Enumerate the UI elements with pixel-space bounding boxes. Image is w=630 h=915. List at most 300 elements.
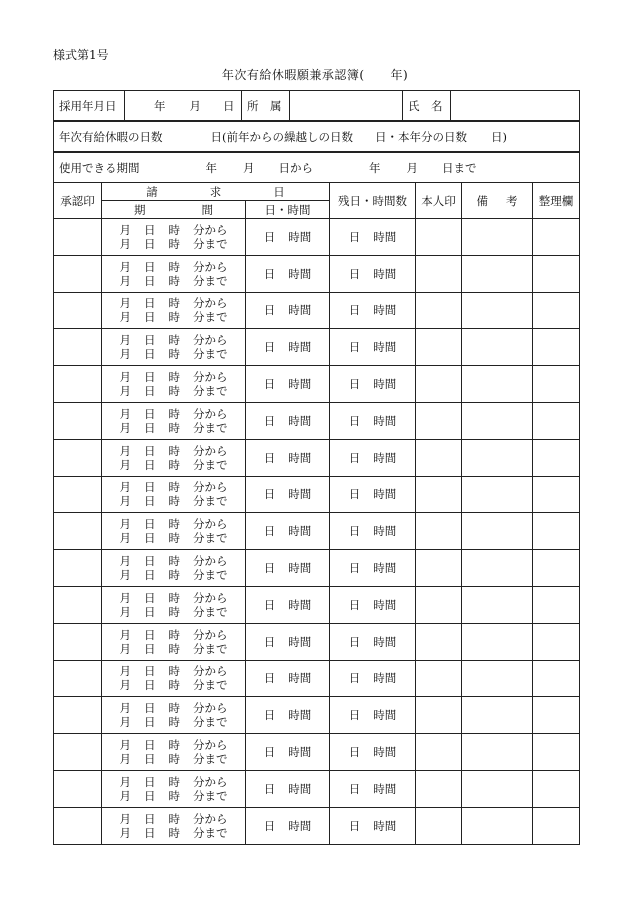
remaining-hour-unit: 時間 bbox=[373, 487, 397, 502]
period-cell[interactable] bbox=[102, 586, 246, 623]
ledger-row bbox=[54, 697, 580, 734]
applicant-seal-cell[interactable] bbox=[416, 329, 462, 366]
row-unit-label: 月 bbox=[119, 604, 131, 619]
row-unit-label: 日 bbox=[144, 811, 156, 826]
remaining-cell[interactable] bbox=[330, 697, 416, 734]
remarks-cell[interactable] bbox=[462, 219, 533, 256]
remarks-cell[interactable] bbox=[462, 366, 533, 403]
remaining-hour-unit: 時間 bbox=[373, 450, 397, 465]
remarks-cell[interactable] bbox=[462, 697, 533, 734]
remarks-header bbox=[462, 183, 533, 219]
duration-cell[interactable] bbox=[246, 219, 330, 256]
file-column-cell[interactable] bbox=[533, 439, 580, 476]
row-unit-label: 時 bbox=[168, 236, 180, 251]
row-unit-label: 月 bbox=[119, 457, 131, 472]
row-unit-label: 分まで bbox=[193, 347, 228, 362]
file-column-cell[interactable] bbox=[533, 697, 580, 734]
applicant-seal-cell[interactable] bbox=[416, 219, 462, 256]
row-unit-label: 分から bbox=[193, 811, 228, 826]
row-unit-label: 分まで bbox=[193, 715, 228, 730]
duration-cell[interactable] bbox=[246, 807, 330, 844]
period-cell[interactable] bbox=[102, 292, 246, 329]
duration-hour-unit: 時間 bbox=[288, 671, 312, 686]
day-hour-header: 日・時間 bbox=[246, 201, 330, 219]
file-column-header: 整理欄 bbox=[533, 183, 580, 219]
request-char-1: 請 bbox=[146, 184, 158, 199]
row-unit-label: 日 bbox=[144, 517, 156, 532]
row-unit-label: 日 bbox=[144, 443, 156, 458]
applicant-seal-cell[interactable] bbox=[416, 697, 462, 734]
duration-cell[interactable] bbox=[246, 439, 330, 476]
duration-day-unit: 日 bbox=[263, 634, 276, 649]
row-unit-label: 月 bbox=[119, 370, 131, 385]
period-to-line bbox=[102, 274, 245, 288]
remaining-cell[interactable] bbox=[330, 219, 416, 256]
row-unit-label: 月 bbox=[119, 811, 131, 826]
period-to-line bbox=[102, 642, 245, 656]
remaining-hour-unit: 時間 bbox=[373, 708, 397, 723]
period-cell[interactable] bbox=[102, 550, 246, 587]
period-cell[interactable] bbox=[102, 439, 246, 476]
row-unit-label: 日 bbox=[144, 715, 156, 730]
row-unit-label: 月 bbox=[119, 259, 131, 274]
duration-day-unit: 日 bbox=[263, 229, 276, 244]
row-unit-label: 時 bbox=[168, 296, 180, 311]
remaining-hour-unit: 時間 bbox=[373, 597, 397, 612]
row-unit-label: 月 bbox=[119, 420, 131, 435]
duration-cell[interactable] bbox=[246, 550, 330, 587]
ledger-row bbox=[54, 476, 580, 513]
row-unit-label: 月 bbox=[119, 701, 131, 716]
applicant-seal-cell[interactable] bbox=[416, 586, 462, 623]
duration-hour-unit: 時間 bbox=[288, 266, 312, 281]
duration-day-unit: 日 bbox=[263, 781, 276, 796]
row-unit-label: 時 bbox=[168, 701, 180, 716]
title-suffix: 年) bbox=[390, 68, 409, 82]
file-column-cell[interactable] bbox=[533, 734, 580, 771]
remarks-char-1: 備 bbox=[476, 193, 488, 208]
row-unit-label: 月 bbox=[119, 678, 131, 693]
period-cell[interactable] bbox=[102, 476, 246, 513]
row-unit-label: 分から bbox=[193, 370, 228, 385]
duration-cell[interactable] bbox=[246, 770, 330, 807]
file-column-cell[interactable] bbox=[533, 513, 580, 550]
row-unit-label: 分から bbox=[193, 701, 228, 716]
remarks-cell[interactable] bbox=[462, 255, 533, 292]
duration-hour-unit: 時間 bbox=[288, 708, 312, 723]
row-unit-label: 時 bbox=[168, 738, 180, 753]
approval-seal-cell[interactable] bbox=[54, 660, 102, 697]
remaining-day-unit: 日 bbox=[348, 708, 361, 723]
remaining-cell[interactable] bbox=[330, 623, 416, 660]
applicant-seal-cell[interactable] bbox=[416, 366, 462, 403]
duration-cell[interactable] bbox=[246, 586, 330, 623]
approval-seal-header: 承認印 bbox=[54, 183, 102, 219]
period-cell[interactable] bbox=[102, 366, 246, 403]
applicant-seal-cell[interactable] bbox=[416, 623, 462, 660]
row-unit-label: 分まで bbox=[193, 384, 228, 399]
period-to-line bbox=[102, 494, 245, 508]
duration-day-unit: 日 bbox=[263, 818, 276, 833]
approval-seal-cell[interactable] bbox=[54, 697, 102, 734]
row-unit-label: 分から bbox=[193, 517, 228, 532]
duration-cell[interactable] bbox=[246, 255, 330, 292]
row-unit-label: 月 bbox=[119, 627, 131, 642]
period-to-line bbox=[102, 715, 245, 729]
period-cell[interactable] bbox=[102, 697, 246, 734]
remarks-cell[interactable] bbox=[462, 734, 533, 771]
from-day-unit: 日から bbox=[278, 160, 313, 175]
remarks-cell[interactable] bbox=[462, 586, 533, 623]
duration-day-unit: 日 bbox=[263, 377, 276, 392]
approval-seal-cell[interactable] bbox=[54, 550, 102, 587]
row-unit-label: 時 bbox=[168, 370, 180, 385]
remaining-hour-unit: 時間 bbox=[373, 340, 397, 355]
duration-hour-unit: 時間 bbox=[288, 303, 312, 318]
period-cell[interactable] bbox=[102, 623, 246, 660]
row-unit-label: 日 bbox=[144, 384, 156, 399]
row-unit-label: 時 bbox=[168, 347, 180, 362]
remarks-cell[interactable] bbox=[462, 807, 533, 844]
applicant-seal-cell[interactable] bbox=[416, 402, 462, 439]
remarks-cell[interactable] bbox=[462, 623, 533, 660]
remarks-cell[interactable] bbox=[462, 476, 533, 513]
row-unit-label: 月 bbox=[119, 333, 131, 348]
remaining-cell[interactable] bbox=[330, 439, 416, 476]
row-unit-label: 時 bbox=[168, 788, 180, 803]
leave-ledger-table bbox=[53, 182, 580, 845]
current-year-unit: 日) bbox=[491, 129, 507, 144]
remaining-day-unit: 日 bbox=[348, 745, 361, 760]
remaining-cell[interactable] bbox=[330, 329, 416, 366]
remaining-cell[interactable] bbox=[330, 660, 416, 697]
period-cell[interactable] bbox=[102, 402, 246, 439]
file-column-cell[interactable] bbox=[533, 550, 580, 587]
file-column-cell[interactable] bbox=[533, 402, 580, 439]
duration-hour-unit: 時間 bbox=[288, 634, 312, 649]
remaining-day-unit: 日 bbox=[348, 818, 361, 833]
row-unit-label: 月 bbox=[119, 825, 131, 840]
row-unit-label: 日 bbox=[144, 406, 156, 421]
approval-seal-cell[interactable] bbox=[54, 255, 102, 292]
duration-cell[interactable] bbox=[246, 697, 330, 734]
row-unit-label: 月 bbox=[119, 531, 131, 546]
remaining-cell[interactable] bbox=[330, 770, 416, 807]
ledger-row bbox=[54, 770, 580, 807]
row-unit-label: 時 bbox=[168, 222, 180, 237]
row-unit-label: 時 bbox=[168, 590, 180, 605]
leave-days-unit: 日(前年からの繰越しの日数 bbox=[210, 129, 353, 144]
duration-hour-unit: 時間 bbox=[288, 340, 312, 355]
applicant-seal-cell[interactable] bbox=[416, 807, 462, 844]
employee-info-row bbox=[53, 90, 580, 121]
row-unit-label: 日 bbox=[144, 554, 156, 569]
request-date-header bbox=[102, 183, 330, 201]
period-header bbox=[102, 201, 246, 219]
duration-day-unit: 日 bbox=[263, 266, 276, 281]
row-unit-label: 分まで bbox=[193, 568, 228, 583]
row-unit-label: 日 bbox=[144, 310, 156, 325]
period-cell[interactable] bbox=[102, 219, 246, 256]
remaining-day-unit: 日 bbox=[348, 781, 361, 796]
file-column-cell[interactable] bbox=[533, 660, 580, 697]
remarks-cell[interactable] bbox=[462, 513, 533, 550]
remarks-cell[interactable] bbox=[462, 770, 533, 807]
remaining-day-unit: 日 bbox=[348, 597, 361, 612]
remaining-hour-unit: 時間 bbox=[373, 229, 397, 244]
approval-seal-cell[interactable] bbox=[54, 734, 102, 771]
row-unit-label: 日 bbox=[144, 370, 156, 385]
applicant-seal-cell[interactable] bbox=[416, 550, 462, 587]
approval-seal-cell[interactable] bbox=[54, 770, 102, 807]
row-unit-label: 月 bbox=[119, 347, 131, 362]
duration-day-unit: 日 bbox=[263, 597, 276, 612]
approval-seal-cell[interactable] bbox=[54, 329, 102, 366]
row-unit-label: 月 bbox=[119, 641, 131, 656]
period-cell[interactable] bbox=[102, 255, 246, 292]
row-unit-label: 日 bbox=[144, 604, 156, 619]
approval-seal-cell[interactable] bbox=[54, 439, 102, 476]
row-unit-label: 時 bbox=[168, 384, 180, 399]
applicant-seal-cell[interactable] bbox=[416, 255, 462, 292]
row-unit-label: 月 bbox=[119, 222, 131, 237]
remaining-day-unit: 日 bbox=[348, 561, 361, 576]
period-cell[interactable] bbox=[102, 807, 246, 844]
period-cell[interactable] bbox=[102, 770, 246, 807]
applicant-seal-cell[interactable] bbox=[416, 734, 462, 771]
remarks-cell[interactable] bbox=[462, 439, 533, 476]
duration-cell[interactable] bbox=[246, 660, 330, 697]
carryover-unit: 日・本年分の日数 bbox=[375, 129, 467, 144]
duration-cell[interactable] bbox=[246, 292, 330, 329]
remaining-cell[interactable] bbox=[330, 513, 416, 550]
row-unit-label: 分まで bbox=[193, 310, 228, 325]
remaining-hour-unit: 時間 bbox=[373, 561, 397, 576]
department-label: 所 属 bbox=[242, 91, 290, 121]
duration-hour-unit: 時間 bbox=[288, 413, 312, 428]
department-field[interactable] bbox=[290, 91, 403, 121]
remaining-day-unit: 日 bbox=[348, 266, 361, 281]
period-cell[interactable] bbox=[102, 513, 246, 550]
approval-seal-cell[interactable] bbox=[54, 513, 102, 550]
period-to-line bbox=[102, 310, 245, 324]
row-unit-label: 月 bbox=[119, 406, 131, 421]
duration-cell[interactable] bbox=[246, 623, 330, 660]
row-unit-label: 時 bbox=[168, 406, 180, 421]
duration-cell[interactable] bbox=[246, 329, 330, 366]
duration-cell[interactable] bbox=[246, 366, 330, 403]
remaining-cell[interactable] bbox=[330, 734, 416, 771]
title-prefix: 年次有給休暇願兼承認簿( bbox=[221, 68, 365, 82]
row-unit-label: 分から bbox=[193, 774, 228, 789]
row-unit-label: 日 bbox=[144, 590, 156, 605]
row-unit-label: 時 bbox=[168, 568, 180, 583]
row-unit-label: 時 bbox=[168, 333, 180, 348]
period-to-line bbox=[102, 237, 245, 251]
hire-date-field[interactable] bbox=[125, 91, 242, 121]
usable-period-cell[interactable] bbox=[54, 153, 580, 183]
leave-days-cell[interactable] bbox=[54, 122, 580, 152]
remaining-day-unit: 日 bbox=[348, 377, 361, 392]
period-to-line bbox=[102, 347, 245, 361]
file-column-cell[interactable] bbox=[533, 329, 580, 366]
period-from-line bbox=[102, 664, 245, 678]
period-char-1: 期 bbox=[134, 202, 146, 217]
period-to-line bbox=[102, 384, 245, 398]
applicant-seal-cell[interactable] bbox=[416, 439, 462, 476]
period-from-line bbox=[102, 812, 245, 826]
file-column-cell[interactable] bbox=[533, 219, 580, 256]
leave-days-row bbox=[53, 121, 580, 152]
row-unit-label: 日 bbox=[144, 333, 156, 348]
row-unit-label: 日 bbox=[144, 738, 156, 753]
row-unit-label: 分まで bbox=[193, 604, 228, 619]
duration-day-unit: 日 bbox=[263, 561, 276, 576]
row-unit-label: 日 bbox=[144, 296, 156, 311]
row-unit-label: 分まで bbox=[193, 494, 228, 509]
remaining-header: 残日・時間数 bbox=[330, 183, 416, 219]
file-column-cell[interactable] bbox=[533, 292, 580, 329]
row-unit-label: 日 bbox=[144, 236, 156, 251]
duration-cell[interactable] bbox=[246, 513, 330, 550]
duration-cell[interactable] bbox=[246, 476, 330, 513]
applicant-seal-cell[interactable] bbox=[416, 660, 462, 697]
ledger-row bbox=[54, 329, 580, 366]
period-from-line bbox=[102, 370, 245, 384]
period-to-line bbox=[102, 752, 245, 766]
remaining-day-unit: 日 bbox=[348, 413, 361, 428]
row-unit-label: 日 bbox=[144, 788, 156, 803]
duration-hour-unit: 時間 bbox=[288, 377, 312, 392]
remarks-cell[interactable] bbox=[462, 550, 533, 587]
period-to-line bbox=[102, 605, 245, 619]
row-unit-label: 日 bbox=[144, 480, 156, 495]
row-unit-label: 時 bbox=[168, 664, 180, 679]
to-month-unit: 月 bbox=[406, 160, 418, 175]
remaining-hour-unit: 時間 bbox=[373, 266, 397, 281]
row-unit-label: 時 bbox=[168, 494, 180, 509]
ledger-row bbox=[54, 550, 580, 587]
period-label: 使用できる期間 bbox=[59, 160, 140, 175]
applicant-seal-cell[interactable] bbox=[416, 476, 462, 513]
duration-cell[interactable] bbox=[246, 734, 330, 771]
row-unit-label: 時 bbox=[168, 678, 180, 693]
approval-seal-cell[interactable] bbox=[54, 476, 102, 513]
duration-day-unit: 日 bbox=[263, 708, 276, 723]
file-column-cell[interactable] bbox=[533, 476, 580, 513]
name-field[interactable] bbox=[451, 91, 580, 121]
row-unit-label: 月 bbox=[119, 494, 131, 509]
row-unit-label: 分から bbox=[193, 443, 228, 458]
row-unit-label: 分から bbox=[193, 296, 228, 311]
remarks-cell[interactable] bbox=[462, 329, 533, 366]
file-column-cell[interactable] bbox=[533, 807, 580, 844]
approval-seal-cell[interactable] bbox=[54, 623, 102, 660]
row-unit-label: 時 bbox=[168, 420, 180, 435]
period-from-line bbox=[102, 554, 245, 568]
applicant-seal-cell[interactable] bbox=[416, 292, 462, 329]
applicant-seal-cell[interactable] bbox=[416, 513, 462, 550]
file-column-cell[interactable] bbox=[533, 255, 580, 292]
ledger-row bbox=[54, 586, 580, 623]
remaining-hour-unit: 時間 bbox=[373, 377, 397, 392]
approval-seal-cell[interactable] bbox=[54, 586, 102, 623]
approval-seal-cell[interactable] bbox=[54, 402, 102, 439]
remaining-cell[interactable] bbox=[330, 586, 416, 623]
duration-day-unit: 日 bbox=[263, 450, 276, 465]
remaining-cell[interactable] bbox=[330, 366, 416, 403]
to-year-unit: 年 bbox=[369, 160, 381, 175]
period-to-line bbox=[102, 421, 245, 435]
period-cell[interactable] bbox=[102, 329, 246, 366]
file-column-cell[interactable] bbox=[533, 586, 580, 623]
hire-month-unit: 月 bbox=[189, 98, 201, 113]
duration-hour-unit: 時間 bbox=[288, 487, 312, 502]
remarks-cell[interactable] bbox=[462, 402, 533, 439]
row-unit-label: 月 bbox=[119, 273, 131, 288]
period-from-line bbox=[102, 260, 245, 274]
period-cell[interactable] bbox=[102, 660, 246, 697]
from-month-unit: 月 bbox=[243, 160, 255, 175]
duration-cell[interactable] bbox=[246, 402, 330, 439]
applicant-seal-cell[interactable] bbox=[416, 770, 462, 807]
row-unit-label: 日 bbox=[144, 627, 156, 642]
row-unit-label: 時 bbox=[168, 774, 180, 789]
remaining-day-unit: 日 bbox=[348, 487, 361, 502]
file-column-cell[interactable] bbox=[533, 366, 580, 403]
remaining-hour-unit: 時間 bbox=[373, 745, 397, 760]
remaining-cell[interactable] bbox=[330, 255, 416, 292]
approval-seal-cell[interactable] bbox=[54, 807, 102, 844]
duration-day-unit: 日 bbox=[263, 340, 276, 355]
row-unit-label: 分まで bbox=[193, 752, 228, 767]
row-unit-label: 分まで bbox=[193, 457, 228, 472]
row-unit-label: 分から bbox=[193, 480, 228, 495]
row-unit-label: 分まで bbox=[193, 641, 228, 656]
applicant-seal-header: 本人印 bbox=[416, 183, 462, 219]
ledger-row bbox=[54, 513, 580, 550]
file-column-cell[interactable] bbox=[533, 770, 580, 807]
approval-seal-cell[interactable] bbox=[54, 292, 102, 329]
row-unit-label: 時 bbox=[168, 627, 180, 642]
remarks-cell[interactable] bbox=[462, 292, 533, 329]
request-char-2: 求 bbox=[209, 184, 222, 199]
row-unit-label: 月 bbox=[119, 517, 131, 532]
row-unit-label: 月 bbox=[119, 443, 131, 458]
remaining-hour-unit: 時間 bbox=[373, 524, 397, 539]
row-unit-label: 日 bbox=[144, 457, 156, 472]
remaining-cell[interactable] bbox=[330, 807, 416, 844]
row-unit-label: 分まで bbox=[193, 678, 228, 693]
remaining-day-unit: 日 bbox=[348, 229, 361, 244]
period-char-2: 間 bbox=[201, 202, 213, 217]
remarks-cell[interactable] bbox=[462, 660, 533, 697]
ledger-row bbox=[54, 402, 580, 439]
remaining-cell[interactable] bbox=[330, 550, 416, 587]
row-unit-label: 日 bbox=[144, 494, 156, 509]
approval-seal-cell[interactable] bbox=[54, 366, 102, 403]
from-year-unit: 年 bbox=[205, 160, 217, 175]
period-cell[interactable] bbox=[102, 734, 246, 771]
hire-date-label: 採用年月日 bbox=[54, 91, 125, 121]
row-unit-label: 月 bbox=[119, 788, 131, 803]
remaining-cell[interactable] bbox=[330, 292, 416, 329]
file-column-cell[interactable] bbox=[533, 623, 580, 660]
remaining-cell[interactable] bbox=[330, 476, 416, 513]
period-from-line bbox=[102, 701, 245, 715]
approval-seal-cell[interactable] bbox=[54, 219, 102, 256]
remaining-cell[interactable] bbox=[330, 402, 416, 439]
